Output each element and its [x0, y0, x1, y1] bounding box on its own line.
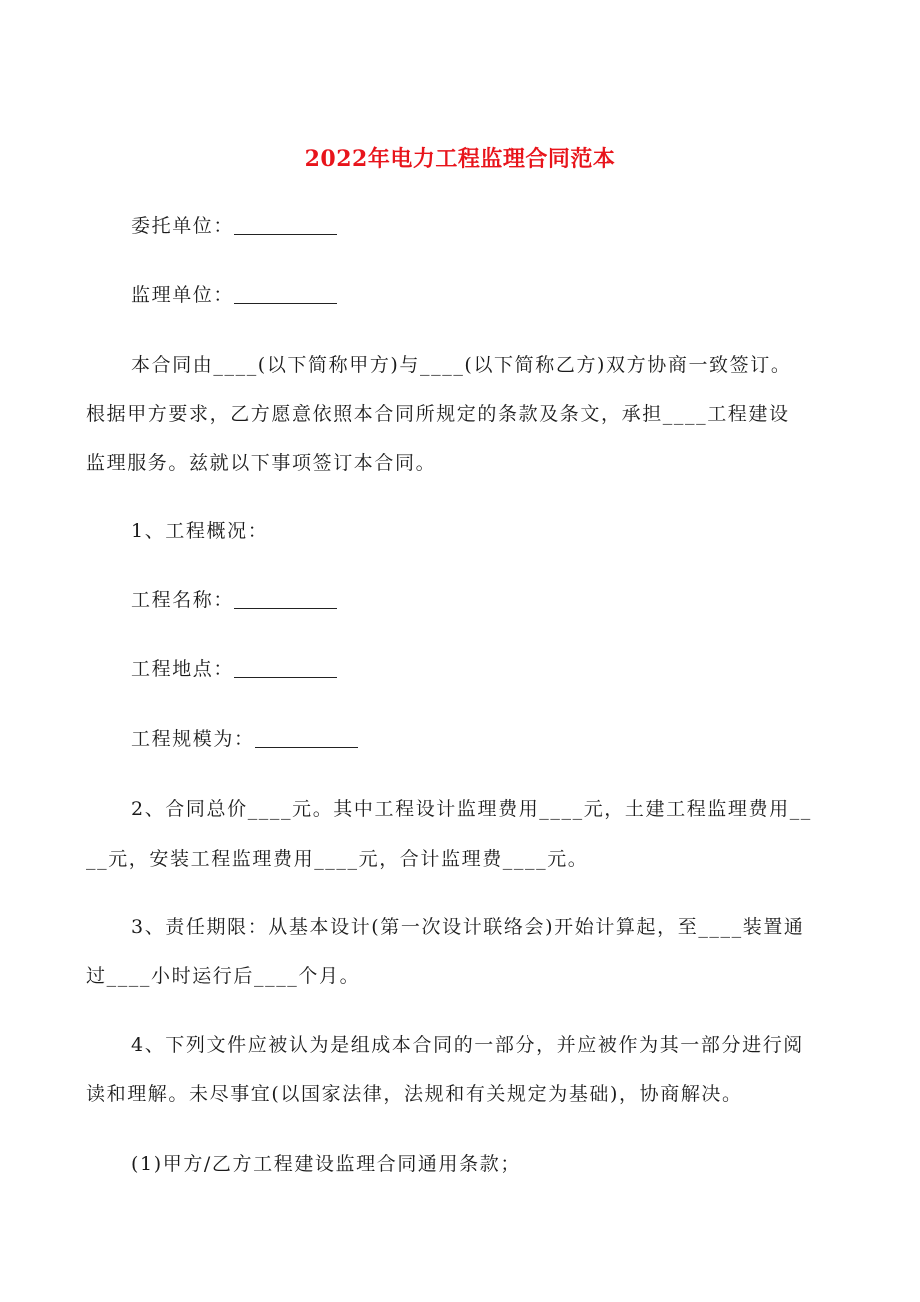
project-name-blank [234, 590, 337, 609]
paragraph-intro-line-2: 根据甲方要求，乙方愿意依照本合同所规定的条款及条文，承担____工程建设 [86, 403, 790, 425]
paragraph-intro-line-1: 本合同由____(以下简称甲方)与____(以下简称乙方)双方协商一致签订。 [131, 354, 792, 376]
client-unit-line [86, 212, 891, 241]
supervisor-unit-line [86, 281, 891, 310]
project-scale-label: 工程规模为： [131, 728, 255, 750]
list-item-1: (1)甲方/乙方工程建设监理合同通用条款； [131, 1153, 521, 1175]
section-4-line-2: 读和理解。未尽事宜(以国家法律，法规和有关规定为基础)，协商解决。 [86, 1083, 743, 1105]
supervisor-unit-label: 监理单位： [131, 284, 235, 306]
section-1-heading: 1、工程概况： [131, 520, 269, 542]
client-unit-blank [234, 216, 337, 235]
document-title: 2022年电力工程监理合同范本 [304, 146, 616, 172]
project-location-line [86, 655, 891, 684]
section-3-line-1: 3、责任期限：从基本设计(第一次设计联络会)开始计算起，至____装置通 [131, 916, 805, 938]
section-2-line-2: __元，安装工程监理费用____元，合计监理费____元。 [86, 848, 589, 870]
project-scale-line [86, 725, 891, 754]
project-name-label: 工程名称： [131, 589, 235, 611]
section-4-line-1: 4、下列文件应被认为是组成本合同的一部分，并应被作为其一部分进行阅 [131, 1034, 804, 1056]
supervisor-unit-blank [234, 285, 337, 304]
section-3-line-2: 过____小时运行后____个月。 [86, 965, 361, 987]
project-location-label: 工程地点： [131, 658, 235, 680]
section-2-line-1: 2、合同总价____元。其中工程设计监理费用____元，土建工程监理费用__ [131, 798, 812, 820]
client-unit-label: 委托单位： [131, 215, 235, 237]
paragraph-intro-line-3: 监理服务。兹就以下事项签订本合同。 [86, 452, 437, 474]
project-scale-blank [255, 729, 358, 748]
project-name-line [86, 586, 891, 615]
project-location-blank [234, 659, 337, 678]
